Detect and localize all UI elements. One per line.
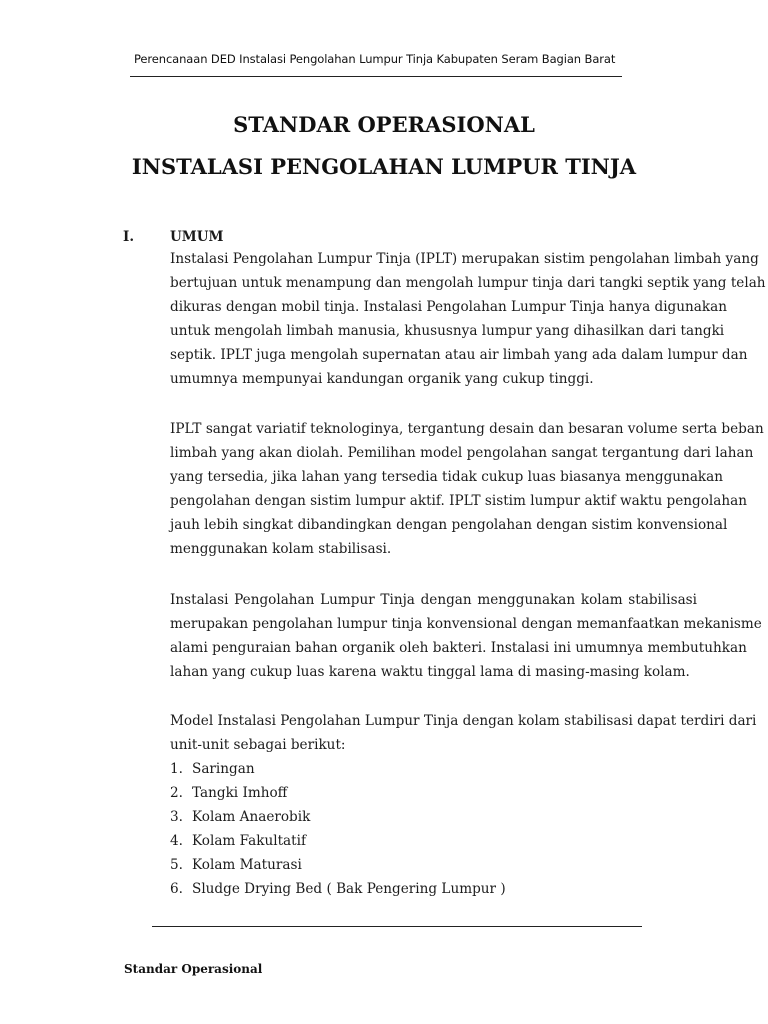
paragraph-line: jauh lebih singkat dibandingkan dengan pengolahan dengan sistim konvensional bbox=[170, 517, 728, 534]
document-title-line-2: INSTALASI PENGOLAHAN LUMPUR TINJA bbox=[131, 154, 637, 179]
running-header: Perencanaan DED Instalasi Pengolahan Lumpur Tinja Kabupaten Seram Bagian Barat bbox=[134, 52, 616, 66]
paragraph-line: merupakan pengolahan lumpur tinja konvensional dengan memanfaatkan mekanisme bbox=[170, 616, 762, 633]
list-item-label: Sludge Drying Bed ( Bak Pengering Lumpur ) bbox=[192, 881, 506, 898]
paragraph-1 bbox=[170, 247, 766, 392]
section-heading: UMUM bbox=[170, 229, 224, 245]
paragraph-3 bbox=[170, 588, 762, 684]
document-title-line-1: STANDAR OPERASIONAL bbox=[233, 112, 535, 137]
paragraph-line: IPLT sangat variatif teknologinya, tergantung desain dan besaran volume serta beban bbox=[170, 421, 764, 437]
paragraph-line: unit-unit sebagai berikut: bbox=[170, 737, 346, 754]
header-divider bbox=[130, 76, 622, 77]
list-item-label: Kolam Maturasi bbox=[192, 857, 302, 874]
list-item-number: 5. bbox=[170, 857, 183, 874]
paragraph-line: limbah yang akan diolah. Pemilihan model pengolahan sangat tergantung dari lahan bbox=[170, 445, 754, 462]
list-item-number: 2. bbox=[170, 785, 183, 802]
paragraph-4 bbox=[170, 709, 757, 757]
paragraph-line: yang tersedia, jika lahan yang tersedia tidak cukup luas biasanya menggunakan bbox=[170, 469, 724, 486]
units-list bbox=[170, 757, 506, 902]
list-item bbox=[170, 781, 506, 805]
list-item bbox=[170, 877, 506, 901]
list-item-number: 4. bbox=[170, 833, 183, 850]
paragraph-line: Instalasi Pengolahan Lumpur Tinja (IPLT) merupakan sistim pengolahan limbah yang bbox=[170, 251, 759, 267]
paragraph-line: untuk mengolah limbah manusia, khususnya lumpur yang dihasilkan dari tangki bbox=[170, 323, 725, 340]
list-item-label: Kolam Fakultatif bbox=[192, 833, 306, 850]
list-item-number: 1. bbox=[170, 761, 183, 777]
paragraph-line: Instalasi Pengolahan Lumpur Tinja dengan menggunakan kolam stabilisasi bbox=[170, 592, 697, 608]
section-number: I. bbox=[123, 229, 135, 245]
paragraph-2 bbox=[170, 417, 764, 562]
paragraph-line: bertujuan untuk menampung dan mengolah lumpur tinja dari tangki septik yang telah bbox=[170, 275, 766, 292]
page-footer: Standar Operasional bbox=[124, 962, 263, 976]
list-item bbox=[170, 805, 506, 829]
paragraph-line: dikuras dengan mobil tinja. Instalasi Pengolahan Lumpur Tinja hanya digunakan bbox=[170, 299, 727, 316]
paragraph-line: alami penguraian bahan organik oleh bakteri. Instalasi ini umumnya membutuhkan bbox=[170, 640, 747, 657]
footer-divider bbox=[152, 926, 642, 927]
paragraph-line: lahan yang cukup luas karena waktu tinggal lama di masing-masing kolam. bbox=[170, 664, 690, 681]
list-item-number: 3. bbox=[170, 809, 183, 826]
list-item-number: 6. bbox=[170, 881, 183, 898]
paragraph-line: Model Instalasi Pengolahan Lumpur Tinja dengan kolam stabilisasi dapat terdiri dari bbox=[170, 713, 757, 729]
list-item bbox=[170, 853, 506, 877]
list-item bbox=[170, 829, 506, 853]
list-item bbox=[170, 757, 506, 781]
list-item-label: Kolam Anaerobik bbox=[192, 809, 311, 826]
paragraph-line: pengolahan dengan sistim lumpur aktif. IPLT sistim lumpur aktif waktu pengolahan bbox=[170, 493, 747, 510]
paragraph-line: umumnya mempunyai kandungan organik yang cukup tinggi. bbox=[170, 371, 594, 388]
paragraph-line: menggunakan kolam stabilisasi. bbox=[170, 541, 392, 558]
paragraph-line: septik. IPLT juga mengolah supernatan atau air limbah yang ada dalam lumpur dan bbox=[170, 347, 748, 364]
list-item-label: Tangki Imhoff bbox=[192, 785, 288, 802]
list-item-label: Saringan bbox=[192, 761, 255, 777]
